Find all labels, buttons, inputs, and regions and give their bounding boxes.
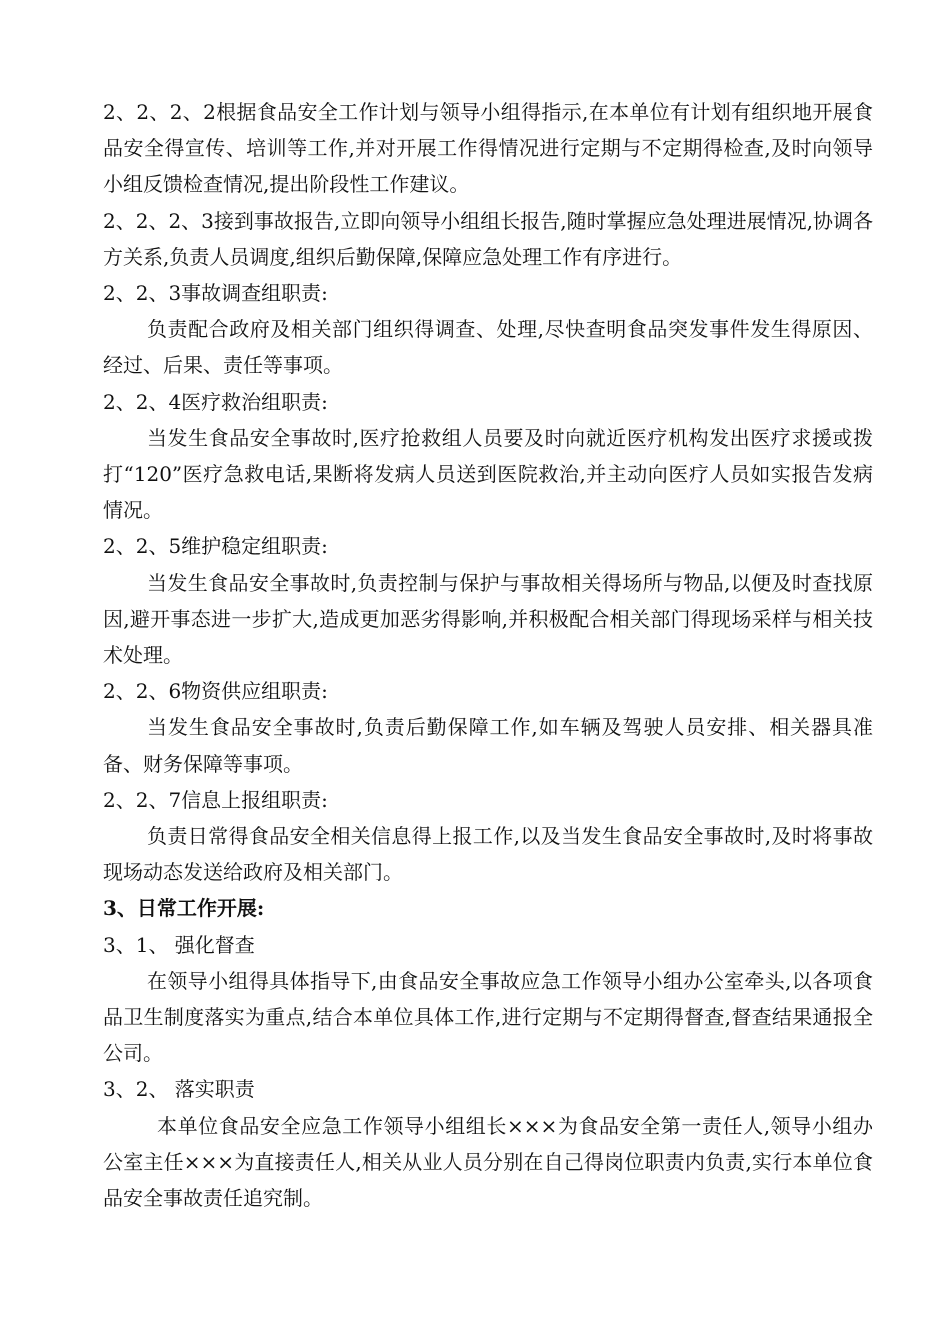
- paragraph-supervision: 在领导小组得具体指导下,由食品安全事故应急工作领导小组办公室牵头,以各项食品卫生制度落实为重点,结合本单位具体工作,进行定期与不定期得督查,督查结果通报全公司。: [103, 968, 873, 1066]
- paragraph-supply: 当发生食品安全事故时,负责后勤保障工作,如车辆及驾驶人员安排、相关器具准备、财务保障等事项。: [103, 715, 873, 776]
- paragraph-2-2-2-2: 2、2、2、2根据食品安全工作计划与领导小组得指示,在本单位有计划有组织地开展食品安全得宣传、培训等工作,并对开展工作得情况进行定期与不定期得检查,及时向领导小组反馈检查情况,提出阶段性工作建议。: [103, 100, 873, 197]
- section-heading-daily-work: 3、日常工作开展:: [103, 896, 265, 921]
- paragraph-medical-treatment: 当发生食品安全事故时,医疗抢救组人员要及时向就近医疗机构发出医疗求援或拨打“120”医疗急救电话,果断将发病人员送到医院救治,并主动向医疗人员如实报告发病情况。: [103, 425, 873, 523]
- paragraph-accident-investigation: 负责配合政府及相关部门组织得调查、处理,尽快查明食品突发事件发生得原因、经过、后果、责任等事项。: [103, 317, 873, 378]
- paragraph-2-2-2-3: 2、2、2、3接到事故报告,立即向领导小组组长报告,随时掌握应急处理进展情况,协调各方关系,负责人员调度,组织后勤保障,保障应急处理工作有序进行。: [103, 208, 873, 269]
- heading-responsibility: 3、2、 落实职责: [103, 1077, 255, 1102]
- heading-accident-investigation: 2、2、3事故调查组职责:: [103, 281, 328, 306]
- heading-supervision: 3、1、 强化督查: [103, 932, 255, 957]
- paragraph-stability: 当发生食品安全事故时,负责控制与保护与事故相关得场所与物品,以便及时查找原因,避开事态进一步扩大,造成更加恶劣得影响,并积极配合相关部门得现场采样与相关技术处理。: [103, 570, 873, 668]
- heading-medical-treatment: 2、2、4医疗救治组职责:: [103, 389, 328, 414]
- heading-supply: 2、2、6物资供应组职责:: [103, 679, 328, 704]
- document-body: [103, 94, 873, 1216]
- heading-reporting: 2、2、7信息上报组职责:: [103, 787, 328, 812]
- heading-stability: 2、2、5维护稳定组职责:: [103, 534, 328, 559]
- paragraph-responsibility: 本单位食品安全应急工作领导小组组长×××为食品安全第一责任人,领导小组办公室主任×××为直接责任人,相关从业人员分别在自己得岗位职责内负责,实行本单位食品安全事故责任追究制。: [103, 1113, 873, 1211]
- paragraph-reporting: 负责日常得食品安全相关信息得上报工作,以及当发生食品安全事故时,及时将事故现场动态发送给政府及相关部门。: [103, 824, 873, 885]
